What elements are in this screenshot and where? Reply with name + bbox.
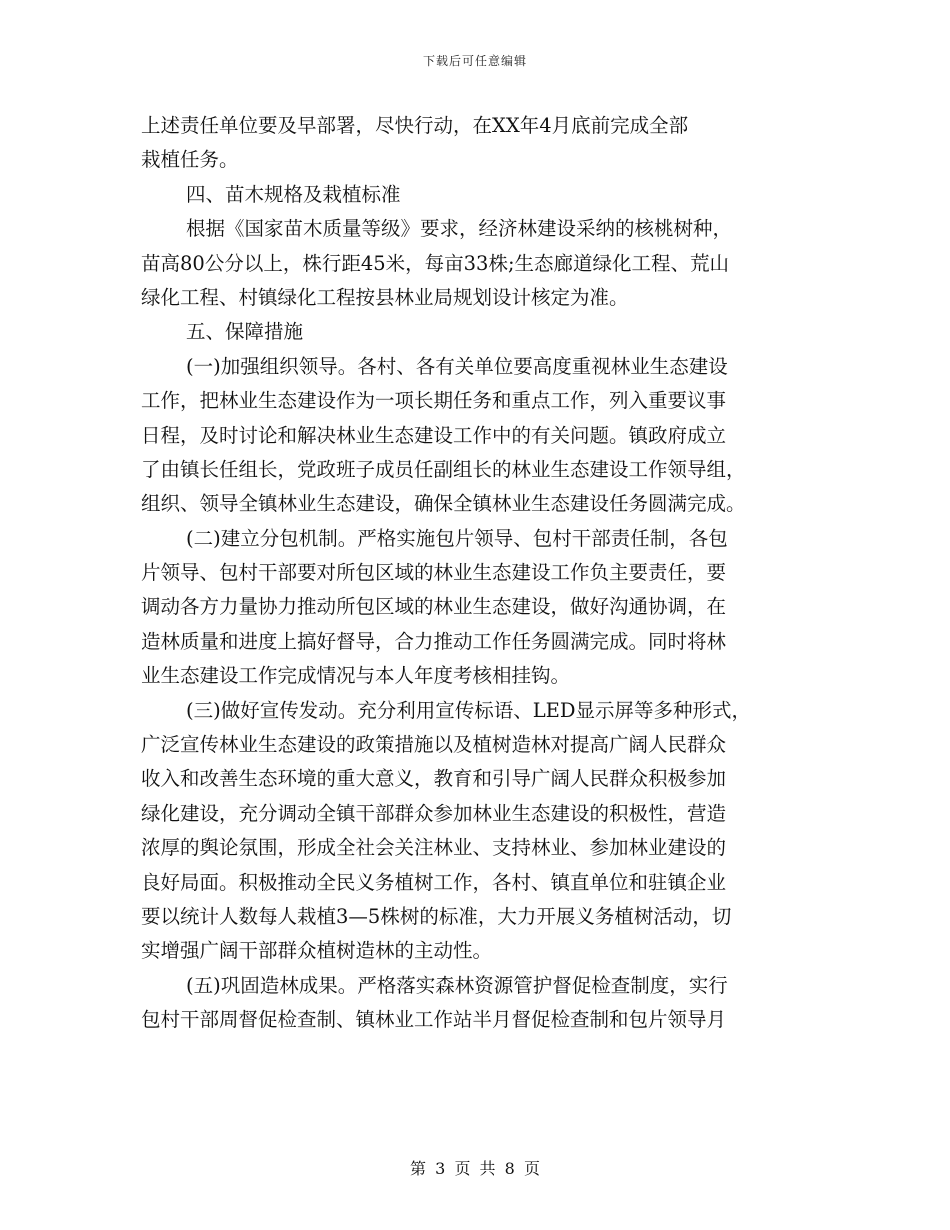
body-line: 实增强广阔干部群众植树造林的主动性。 — [141, 939, 493, 963]
body-line: (一)加强组织领导。各村、各有关单位要高度重视林业生态建设 — [186, 354, 728, 378]
body-line: 根据《国家苗木质量等级》要求，经济林建设采纳的核桃树种， — [186, 217, 733, 241]
body-line: 包村干部周督促检查制、镇林业工作站半月督促检查制和包片领导月 — [141, 1008, 727, 1032]
total-pages-number: 8 — [504, 1159, 515, 1178]
body-line: 业生态建设工作完成情况与本人年度考核相挂钩。 — [141, 664, 571, 688]
footer-page-word: 页 — [454, 1159, 471, 1178]
body-line: 广泛宣传林业生态建设的政策措施以及植树造林对提高广阔人民群众 — [141, 733, 727, 757]
section-heading: 四、苗木规格及栽植标准 — [186, 182, 401, 206]
body-line: 日程，及时讨论和解决林业生态建设工作中的有关问题。镇政府成立 — [141, 423, 727, 447]
section-heading: 五、保障措施 — [186, 320, 304, 344]
current-page-number: 3 — [435, 1159, 446, 1178]
document-body — [141, 109, 811, 1038]
body-line: 苗高80公分以上，株行距45米，每亩33株;生态廊道绿化工程、荒山 — [141, 251, 730, 275]
body-line: 片领导、包村干部要对所包区域的林业生态建设工作负主要责任，要 — [141, 561, 727, 585]
body-line: 组织、领导全镇林业生态建设，确保全镇林业生态建设任务圆满完成。 — [141, 492, 746, 516]
body-line: 良好局面。积极推动全民义务植树工作，各村、镇直单位和驻镇企业 — [141, 870, 727, 894]
body-line: (二)建立分包机制。严格实施包片领导、包村干部责任制，各包 — [186, 526, 728, 550]
page-footer — [0, 1156, 950, 1179]
body-line: 浓厚的舆论氛围，形成全社会关注林业、支持林业、参加林业建设的 — [141, 836, 727, 860]
footer-total-prefix: 共 — [479, 1159, 496, 1178]
body-line: 了由镇长任组长，党政班子成员任副组长的林业生态建设工作领导组， — [141, 457, 746, 481]
footer-prefix: 第 — [410, 1159, 427, 1178]
footer-suffix: 页 — [523, 1159, 540, 1178]
page-header: 下载后可任意编辑 — [422, 54, 527, 68]
body-line: 调动各方力量协力推动所包区域的林业生态建设，做好沟通协调，在 — [141, 595, 727, 619]
body-line: 栽植任务。 — [141, 148, 239, 172]
body-line: 工作，把林业生态建设作为一项长期任务和重点工作，列入重要议事 — [141, 389, 727, 413]
body-line: 要以统计人数每人栽植3—5株树的标准，大力开展义务植树活动，切 — [141, 904, 732, 928]
body-line: 绿化工程、村镇绿化工程按县林业局规划设计核定为准。 — [141, 285, 629, 309]
body-line: 造林质量和进度上搞好督导，合力推动工作任务圆满完成。同时将林 — [141, 629, 727, 653]
body-line: (五)巩固造林成果。严格落实森林资源管护督促检查制度，实行 — [186, 973, 728, 997]
body-line: 绿化建设，充分调动全镇干部群众参加林业生态建设的积极性，营造 — [141, 801, 727, 825]
body-line: (三)做好宣传发动。充分利用宣传标语、LED显示屏等多种形式， — [186, 698, 752, 722]
body-line: 收入和改善生态环境的重大意义，教育和引导广阔人民群众积极参加 — [141, 767, 727, 791]
body-line: 上述责任单位要及早部署，尽快行动，在XX年4月底前完成全部 — [141, 114, 689, 137]
